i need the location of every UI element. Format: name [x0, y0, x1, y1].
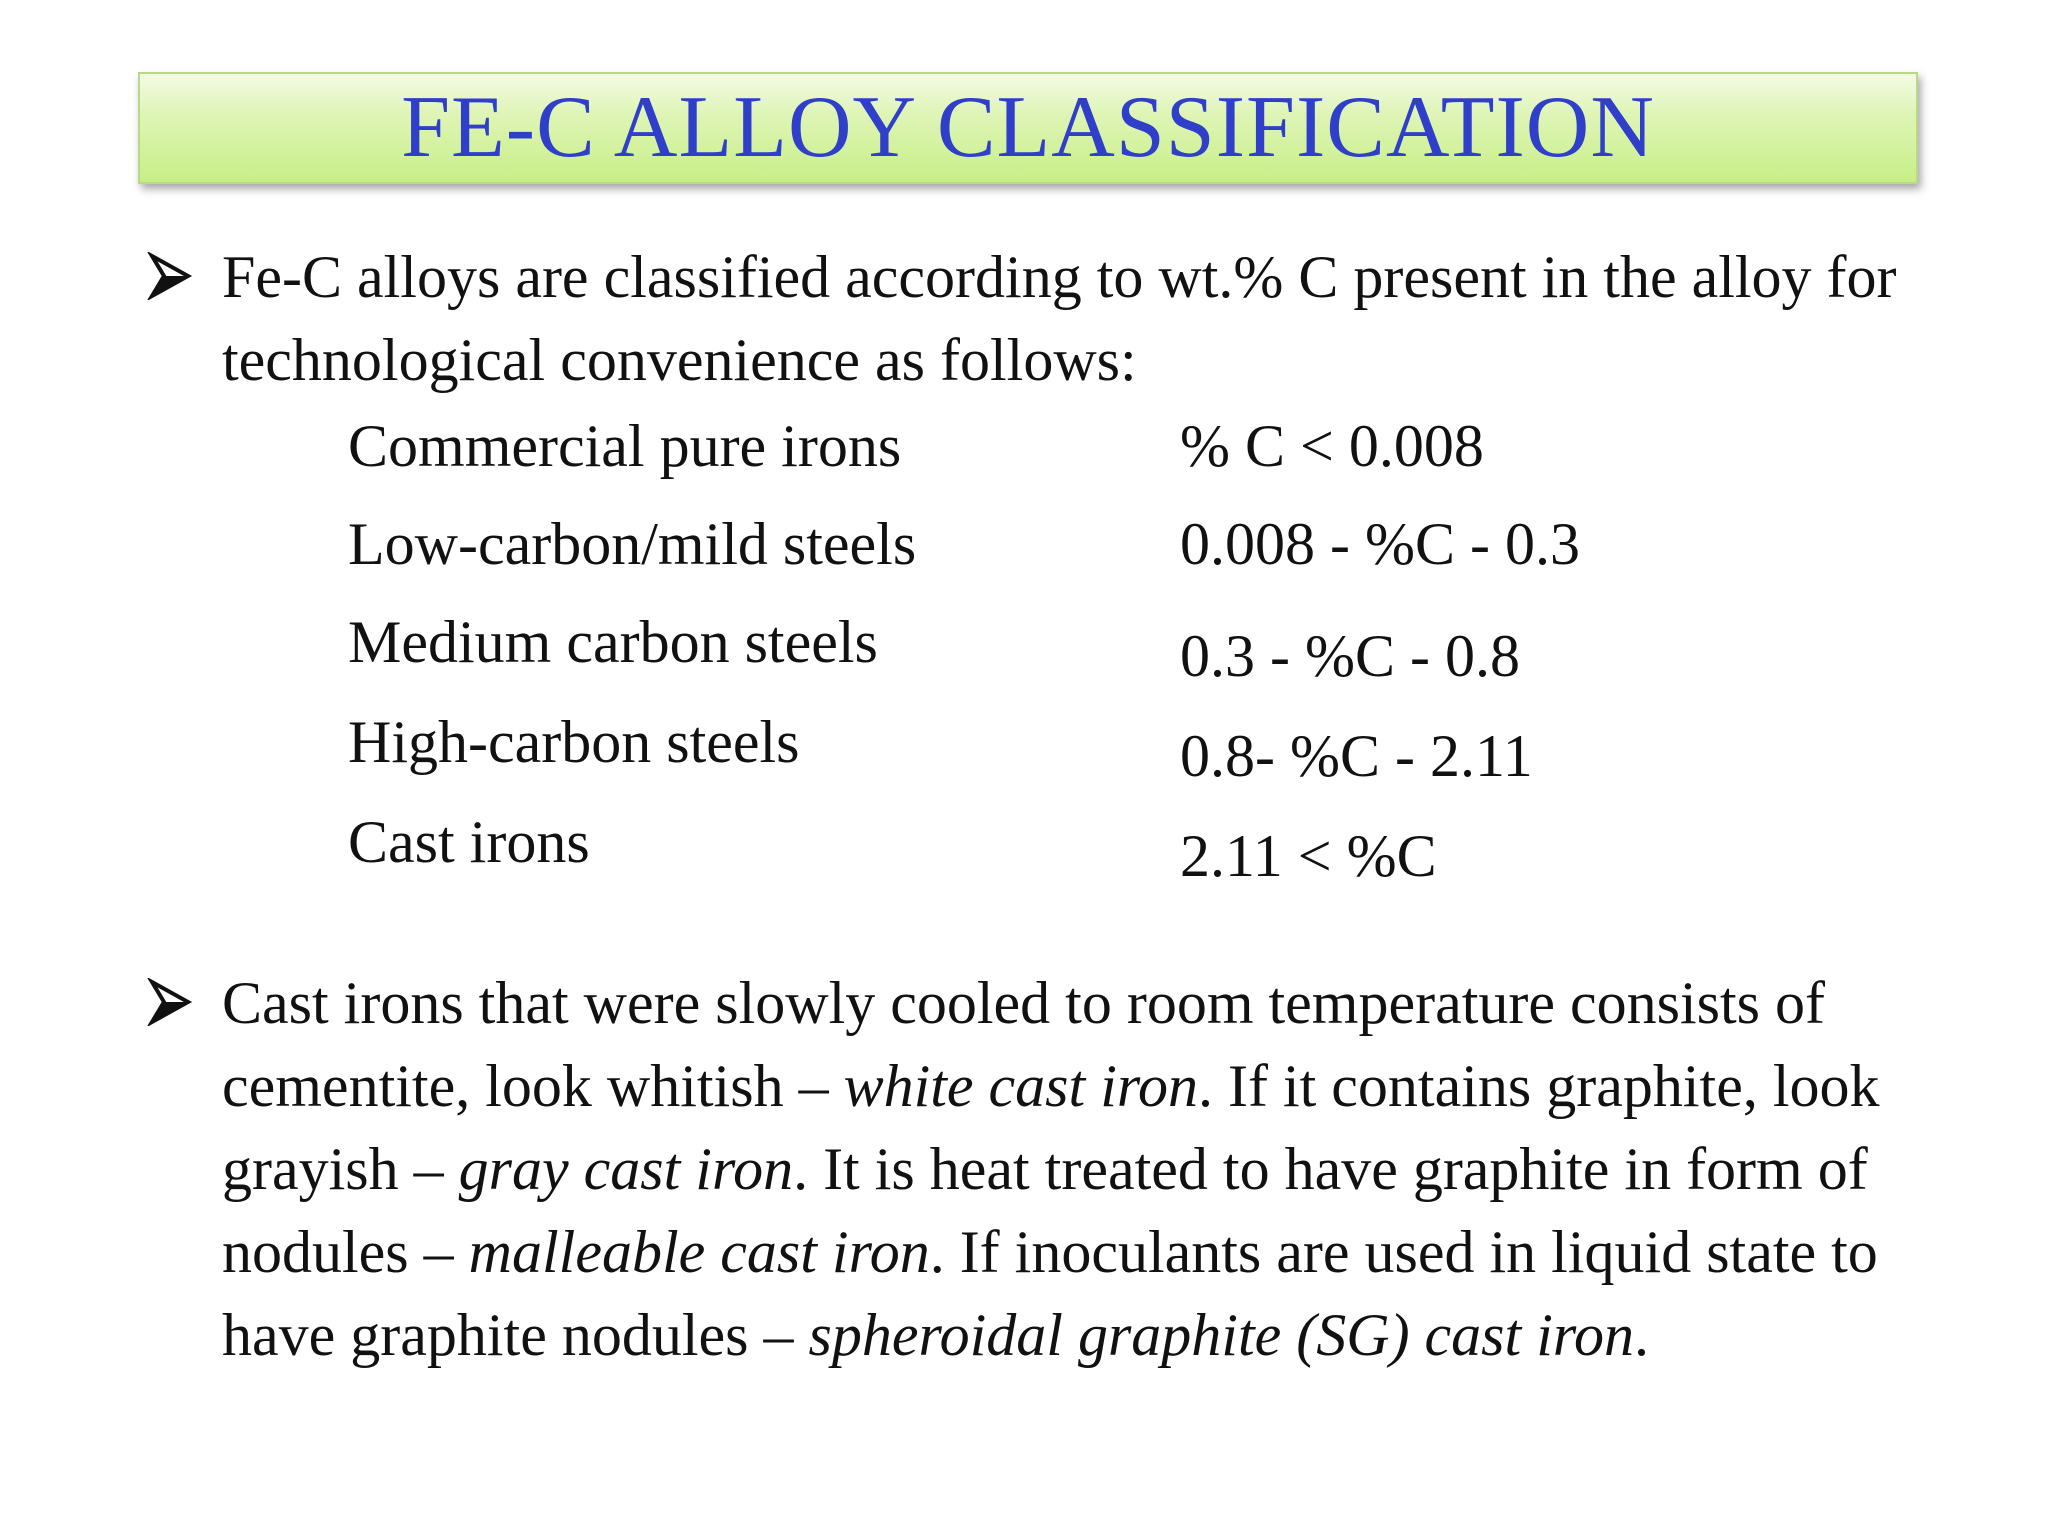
text-segment: . It is heat treated to have graphite in form of nodules –	[222, 1136, 1868, 1285]
carbon-range: 0.3 - %C - 0.8	[1180, 623, 1520, 689]
text-segment: . If inoculants are used in liquid state to have graphite nodules –	[222, 1219, 1878, 1368]
carbon-range: 2.11 < %C	[1180, 823, 1437, 889]
carbon-range: % C < 0.008	[1180, 413, 1484, 479]
term-malleable-cast-iron: malleable cast iron	[468, 1219, 930, 1285]
text-segment: .	[1634, 1302, 1649, 1368]
term-sg-cast-iron: spheroidal graphite (SG) cast iron	[808, 1302, 1634, 1368]
bullet-cast-iron-types	[146, 962, 1926, 1377]
text-segment: . If it contains graphite, look grayish –	[222, 1053, 1880, 1202]
slide-title-banner	[138, 72, 1918, 184]
text-segment: Cast irons that were slowly cooled to room temperature consists of cementite, look whitish –	[222, 970, 1825, 1119]
alloy-name: High-carbon steels	[348, 709, 800, 775]
arrowhead-bullet-icon	[146, 978, 194, 1026]
term-gray-cast-iron: gray cast iron	[458, 1136, 794, 1202]
alloy-name: Cast irons	[348, 809, 590, 875]
term-white-cast-iron: white cast iron	[843, 1053, 1198, 1119]
alloy-name: Low-carbon/mild steels	[348, 511, 917, 577]
arrowhead-bullet-icon	[146, 252, 194, 300]
bullet-cast-iron-text	[222, 962, 1926, 1377]
bullet-classification-intro	[146, 236, 1926, 402]
carbon-range: 0.008 - %C - 0.3	[1180, 511, 1580, 577]
carbon-range: 0.8- %C - 2.11	[1180, 723, 1533, 789]
alloy-name: Medium carbon steels	[348, 609, 878, 675]
slide-title: FE-C ALLOY CLASSIFICATION	[401, 79, 1655, 176]
bullet-intro-text: Fe-C alloys are classified according to wt.% C present in the alloy for technological convenience as follows:	[222, 244, 1897, 393]
alloy-name: Commercial pure irons	[348, 413, 902, 479]
